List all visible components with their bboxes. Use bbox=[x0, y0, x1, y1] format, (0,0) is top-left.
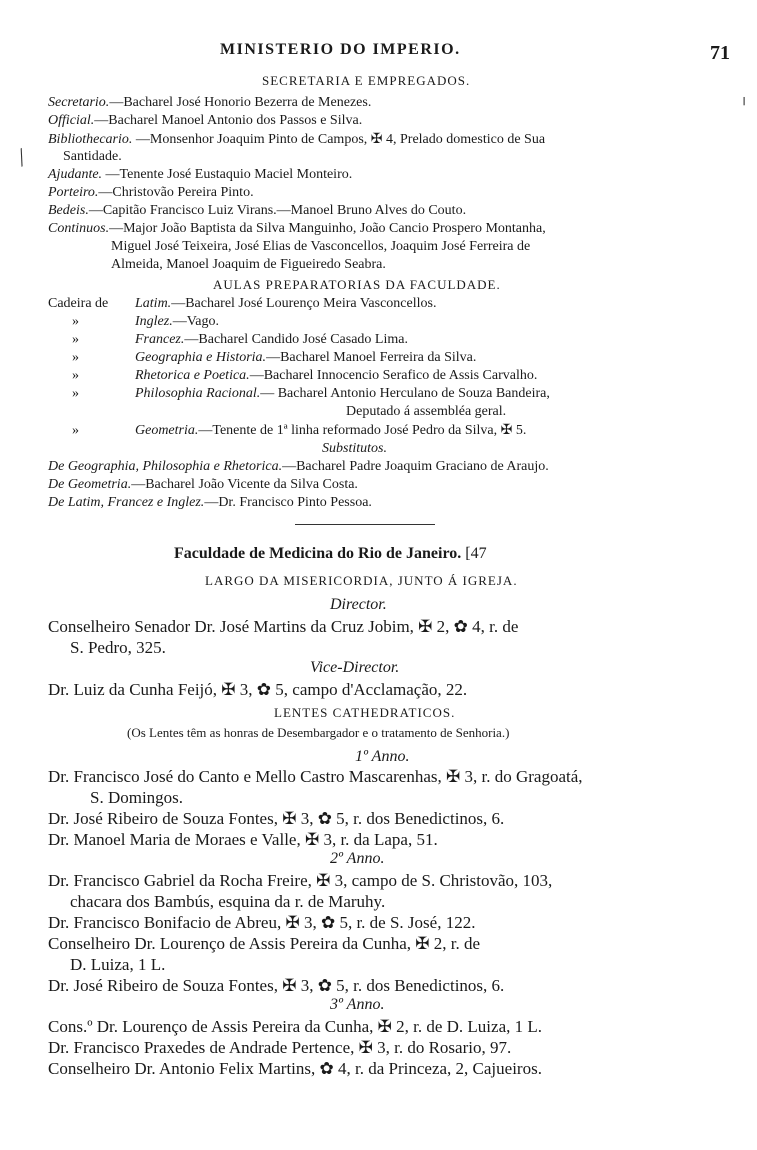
faculdade-title: Faculdade de Medicina do Rio de Janeiro. [47 bbox=[174, 545, 487, 562]
anno2-line-4: Conselheiro Dr. Lourenço de Assis Pereira da Cunha, ✠ 2, r. de bbox=[48, 934, 481, 953]
anno3-heading: 3º Anno. bbox=[330, 996, 385, 1013]
section-divider bbox=[295, 524, 435, 525]
entry-continuos-cont-2: Almeida, Manoel Joaquim de Figueiredo Seabra. bbox=[111, 257, 386, 272]
anno1-line-1: Dr. Francisco José do Canto e Mello Castro Mascarenhas, ✠ 3, r. do Gragoatá, bbox=[48, 767, 583, 786]
aula-inglez: » Inglez.—Vago. bbox=[72, 314, 219, 329]
anno1-heading: 1º Anno. bbox=[355, 748, 410, 765]
anno2-line-6: Dr. José Ribeiro de Souza Fontes, ✠ 3, ✿ 5, r. dos Benedictinos, 6. bbox=[48, 976, 505, 995]
director-heading: Director. bbox=[330, 596, 387, 613]
entry-ajudante: Ajudante. —Tenente José Eustaquio Maciel Monteiro. bbox=[48, 167, 353, 182]
entry-secretario: Secretario.—Bacharel José Honorio Bezerra de Menezes. bbox=[48, 95, 372, 110]
anno1-line-4: Dr. Manoel Maria de Moraes e Valle, ✠ 3, r. da Lapa, 51. bbox=[48, 830, 438, 849]
anno2-line-3: Dr. Francisco Bonifacio de Abreu, ✠ 3, ✿ 5, r. de S. José, 122. bbox=[48, 913, 476, 932]
anno3-line-3: Conselheiro Dr. Antonio Felix Martins, ✿ 4, r. da Princeza, 2, Cajueiros. bbox=[48, 1059, 542, 1078]
substituto-3: De Latim, Francez e Inglez.—Dr. Francisco Pinto Pessoa. bbox=[48, 495, 372, 510]
aula-francez: » Francez.—Bacharel Candido José Casado Lima. bbox=[72, 332, 408, 347]
substituto-1: De Geographia, Philosophia e Rhetorica.—Bacharel Padre Joaquim Graciano de Araujo. bbox=[48, 459, 549, 474]
entry-bedeis: Bedeis.—Capitão Francisco Luiz Virans.—Manoel Bruno Alves do Couto. bbox=[48, 203, 467, 218]
page-number: 71 bbox=[710, 42, 730, 64]
margin-pencil-mark: ╱ bbox=[14, 149, 30, 168]
entry-bibliothecario-cont: Santidade. bbox=[63, 149, 122, 164]
anno2-line-1: Dr. Francisco Gabriel da Rocha Freire, ✠ 3, campo de S. Christovão, 103, bbox=[48, 871, 553, 890]
director-line-1: Conselheiro Senador Dr. José Martins da Cruz Jobim, ✠ 2, ✿ 4, r. de bbox=[48, 617, 519, 636]
margin-tick-mark: ╵ bbox=[740, 99, 749, 114]
entry-official: Official.—Bacharel Manoel Antonio dos Passos e Silva. bbox=[48, 113, 363, 128]
substituto-2: De Geometria.—Bacharel João Vicente da Silva Costa. bbox=[48, 477, 358, 492]
anno2-line-2: chacara dos Bambús, esquina da r. de Maruhy. bbox=[70, 892, 386, 911]
running-head-title: MINISTERIO DO IMPERIO. bbox=[220, 41, 461, 58]
lentes-heading: LENTES CATHEDRATICOS. bbox=[274, 705, 456, 720]
aula-geometria: » Geometria.—Tenente de 1ª linha reformado José Pedro da Silva, ✠ 5. bbox=[72, 423, 527, 438]
aula-rhetorica: » Rhetorica e Poetica.—Bacharel Innocencio Serafico de Assis Carvalho. bbox=[72, 368, 538, 383]
aula-latim: Cadeira de Latim.—Bacharel José Lourenço Meira Vasconcellos. bbox=[48, 296, 437, 311]
vice-director-line: Dr. Luiz da Cunha Feijó, ✠ 3, ✿ 5, campo d'Acclamação, 22. bbox=[48, 680, 468, 699]
director-line-2: S. Pedro, 325. bbox=[70, 638, 166, 657]
aula-philosophia-cont: Deputado á assembléa geral. bbox=[346, 404, 507, 419]
anno1-line-3: Dr. José Ribeiro de Souza Fontes, ✠ 3, ✿ 5, r. dos Benedictinos, 6. bbox=[48, 809, 505, 828]
vice-director-heading: Vice-Director. bbox=[310, 659, 400, 676]
substitutos-heading: Substitutos. bbox=[322, 441, 387, 456]
anno3-line-2: Dr. Francisco Praxedes de Andrade Pertence, ✠ 3, r. do Rosario, 97. bbox=[48, 1038, 512, 1057]
anno2-heading: 2º Anno. bbox=[330, 850, 385, 867]
aula-philosophia: » Philosophia Racional.— Bacharel Antonio Herculano de Souza Bandeira, bbox=[72, 386, 550, 401]
anno2-line-5: D. Luiza, 1 L. bbox=[70, 955, 166, 974]
anno1-line-2: S. Domingos. bbox=[90, 788, 184, 807]
section-heading-secretaria: SECRETARIA E EMPREGADOS. bbox=[262, 73, 471, 88]
faculdade-address: LARGO DA MISERICORDIA, JUNTO Á IGREJA. bbox=[205, 573, 518, 588]
lentes-note: (Os Lentes têm as honras de Desembargador e o tratamento de Senhoria.) bbox=[127, 725, 510, 740]
anno3-line-1: Cons.º Dr. Lourenço de Assis Pereira da Cunha, ✠ 2, r. de D. Luiza, 1 L. bbox=[48, 1017, 543, 1036]
entry-bibliothecario: Bibliothecario. —Monsenhor Joaquim Pinto de Campos, ✠ 4, Prelado domestico de Sua bbox=[48, 132, 546, 147]
entry-porteiro: Porteiro.—Christovão Pereira Pinto. bbox=[48, 185, 254, 200]
entry-continuos: Continuos.—Major João Baptista da Silva Manguinho, João Cancio Prospero Montanha, bbox=[48, 221, 546, 236]
aula-geographia: » Geographia e Historia.—Bacharel Manoel Ferreira da Silva. bbox=[72, 350, 477, 365]
entry-continuos-cont-1: Miguel José Teixeira, José Elias de Vasconcellos, Joaquim José Ferreira de bbox=[111, 239, 531, 254]
section-heading-aulas: AULAS PREPARATORIAS DA FACULDADE. bbox=[213, 277, 501, 292]
